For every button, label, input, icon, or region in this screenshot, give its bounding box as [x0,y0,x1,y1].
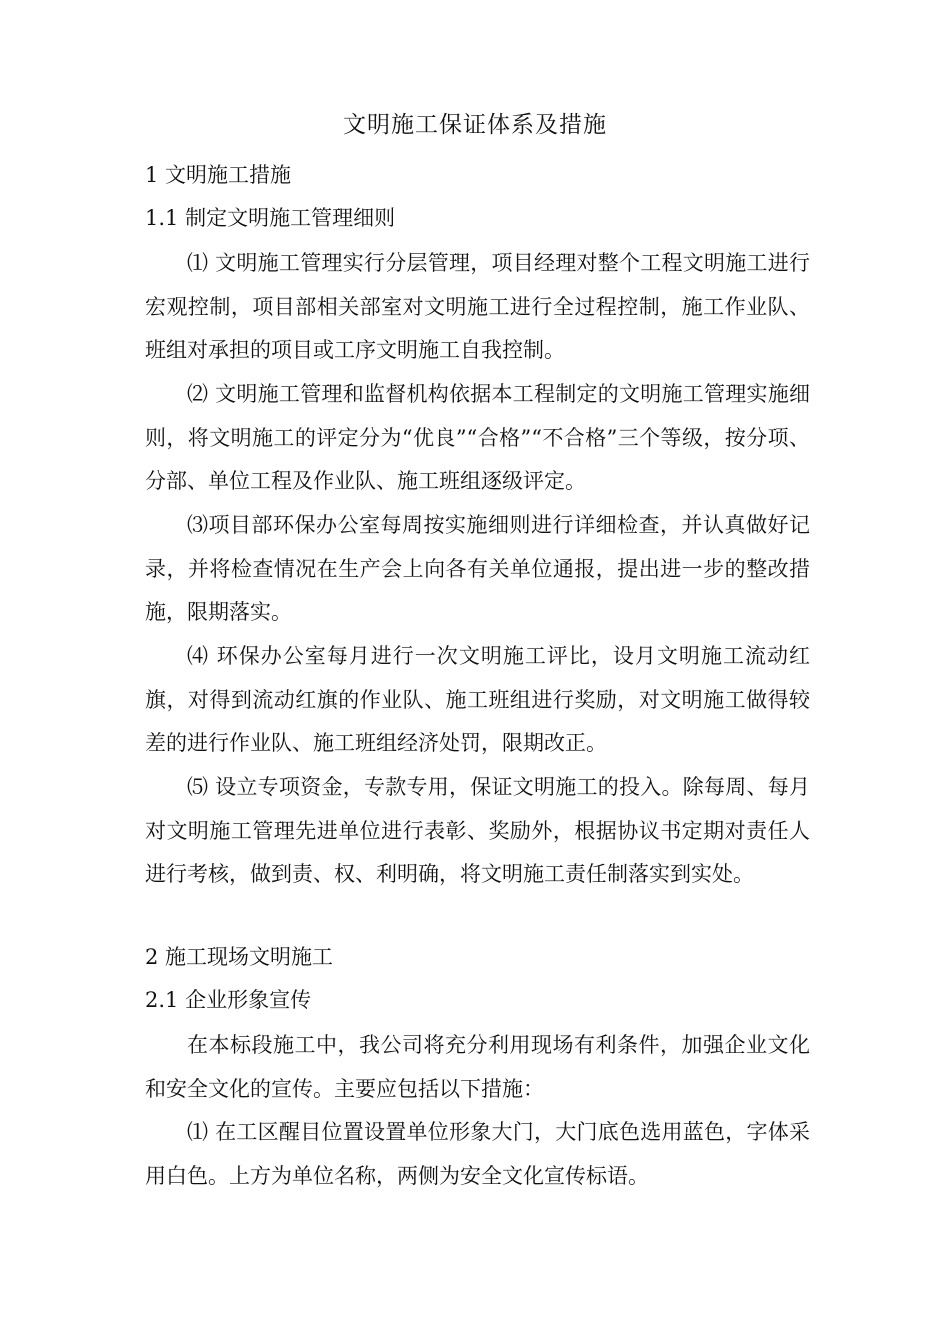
document-title: 文明施工保证体系及措施 [343,112,607,138]
paragraph-2-1-intro: 在本标段施工中，我公司将充分利用现场有利条件，加强企业文化和安全文化的宣传。主要应包括以下措施： [145,1033,810,1101]
section-2-heading: 2 施工现场文明施工 [145,945,334,969]
paragraph-2-1-item-1: ⑴ 在工区醒目位置设置单位形象大门，大门底色选用蓝色，字体采用白色。上方为单位名称，两侧为安全文化宣传标语。 [145,1120,810,1188]
paragraph-1-1-item-1: ⑴ 文明施工管理实行分层管理，项目经理对整个工程文明施工进行宏观控制，项目部相关部室对文明施工进行全过程控制，施工作业队、班组对承担的项目或工序文明施工自我控制。 [145,251,810,362]
paragraph-1-1-item-5: ⑸ 设立专项资金，专款专用，保证文明施工的投入。除每周、每月对文明施工管理先进单位进行表彰、奖励外，根据协议书定期对责任人进行考核，做到责、权、利明确，将文明施工责任制落实到实处。 [145,775,810,886]
section-1-1-heading: 1.1 制定文明施工管理细则 [145,206,396,230]
section-2-1-heading: 2.1 企业形象宣传 [145,988,312,1012]
paragraph-1-1-item-3: ⑶项目部环保办公室每周按实施细则进行详细检查，并认真做好记录，并将检查情况在生产会上向各有关单位通报，提出进一步的整改措施，限期落实。 [145,513,810,624]
paragraph-1-1-item-2: ⑵ 文明施工管理和监督机构依据本工程制定的文明施工管理实施细则，将文明施工的评定分为“优良”“合格”“不合格”三个等级，按分项、分部、单位工程及作业队、施工班组逐级评定。 [145,382,810,493]
section-1-heading: 1 文明施工措施 [145,163,292,187]
paragraph-1-1-item-4: ⑷ 环保办公室每月进行一次文明施工评比，设月文明施工流动红旗，对得到流动红旗的作业队、施工班组进行奖励，对文明施工做得较差的进行作业队、施工班组经济处罚，限期改正。 [145,644,810,755]
